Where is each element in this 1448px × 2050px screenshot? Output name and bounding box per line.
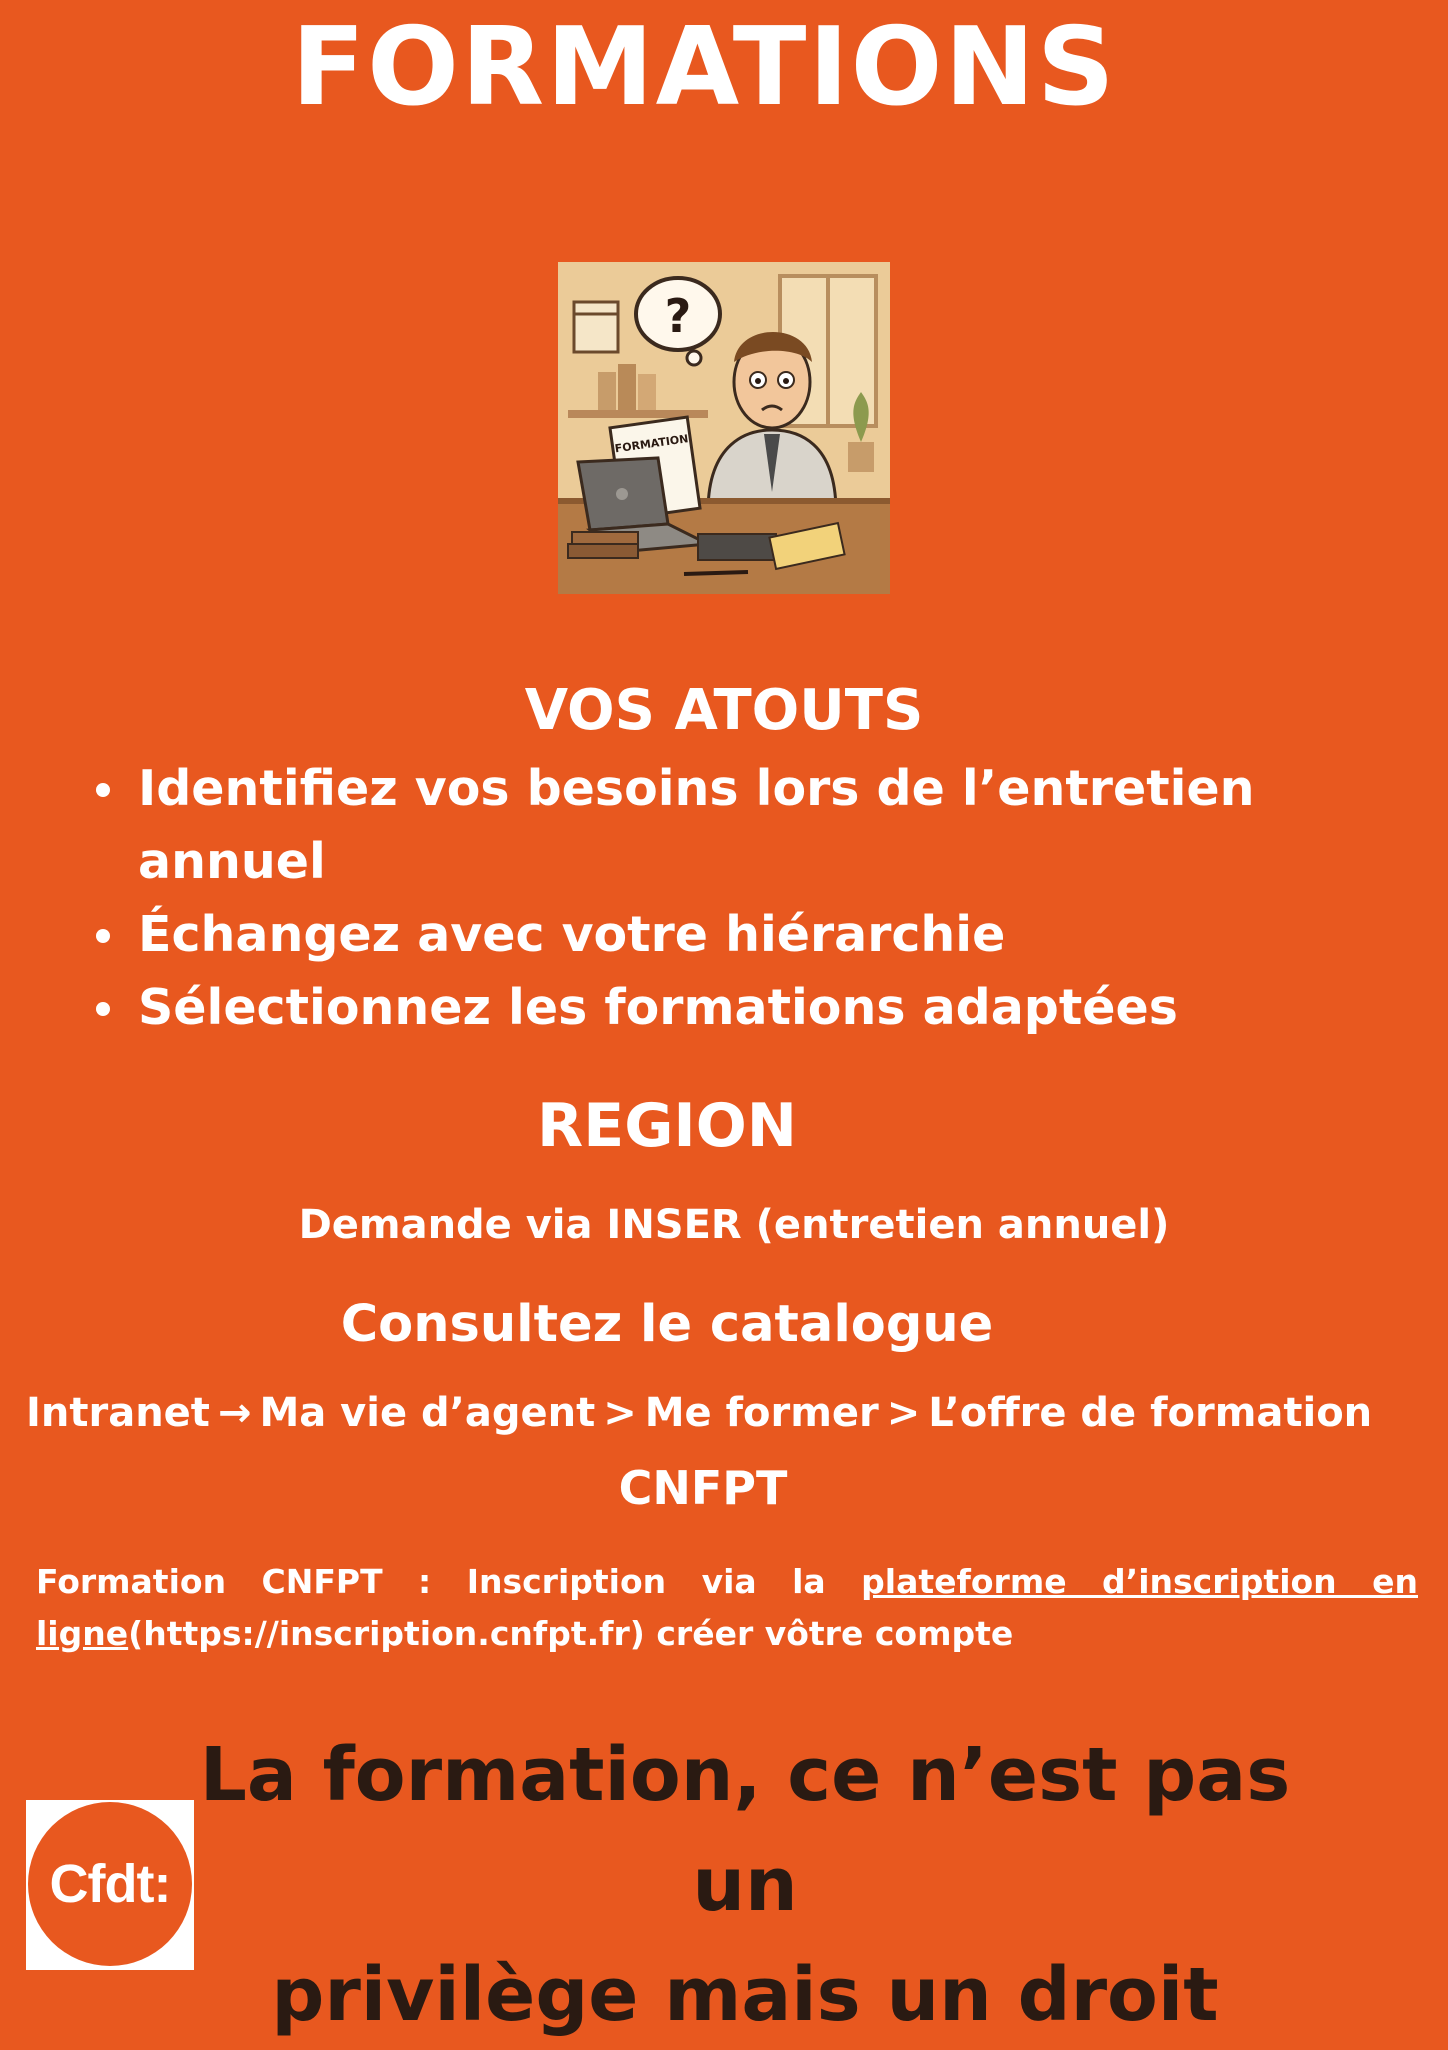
- breadcrumb-item-ma-vie-d-agent: Ma vie d’agent: [259, 1390, 596, 1436]
- list-item: Sélectionnez les formations adaptées: [88, 971, 1428, 1044]
- slogan: [150, 1720, 1340, 2050]
- cnfpt-registration-link[interactable]: plateforme d’inscription en ligne: [36, 1562, 1418, 1653]
- cfdt-logo: [28, 1802, 192, 1966]
- cnfpt-instructions: [36, 1556, 1418, 1660]
- chevron-right-icon: >: [603, 1390, 637, 1436]
- page-title: FORMATIONS: [291, 5, 1117, 130]
- list-item: Identifiez vos besoins lors de l’entretien annuel: [88, 752, 1428, 898]
- arrow-right-icon: →: [217, 1390, 252, 1436]
- breadcrumb-item-offre-de-formation: L’offre de formation: [928, 1390, 1373, 1436]
- office-worker-illustration: [558, 262, 890, 594]
- cnfpt-text-url: (https://inscription.cnfpt.fr) créer vôtre compte: [128, 1614, 1014, 1653]
- region-demand-text: Demande via INSER (entretien annuel): [298, 1202, 1170, 1248]
- breadcrumb-item-me-former: Me former: [644, 1390, 879, 1436]
- slogan-line-2: privilège mais un droit: [271, 1952, 1219, 2038]
- atouts-list: [88, 752, 1428, 1044]
- intranet-breadcrumb: [26, 1388, 1436, 1438]
- question-mark-icon: ?: [664, 289, 692, 343]
- atouts-heading: VOS ATOUTS: [524, 678, 924, 743]
- cnfpt-heading: CNFPT: [618, 1461, 788, 1515]
- formation-sheet-label: FORMATION: [613, 432, 690, 456]
- cfdt-logo-text: Cfdt:: [49, 1854, 171, 1914]
- region-heading: REGION: [537, 1091, 797, 1161]
- catalogue-heading: Consultez le catalogue: [340, 1295, 994, 1354]
- illustration-drawing: [558, 262, 890, 594]
- breadcrumb-item-intranet: Intranet: [26, 1390, 210, 1436]
- list-item: Échangez avec votre hiérarchie: [88, 898, 1428, 971]
- cnfpt-text-intro: Formation CNFPT : Inscription via la: [36, 1562, 862, 1601]
- chevron-right-icon: >: [886, 1390, 921, 1436]
- slogan-line-1: La formation, ce n’est pas un: [199, 1732, 1291, 1928]
